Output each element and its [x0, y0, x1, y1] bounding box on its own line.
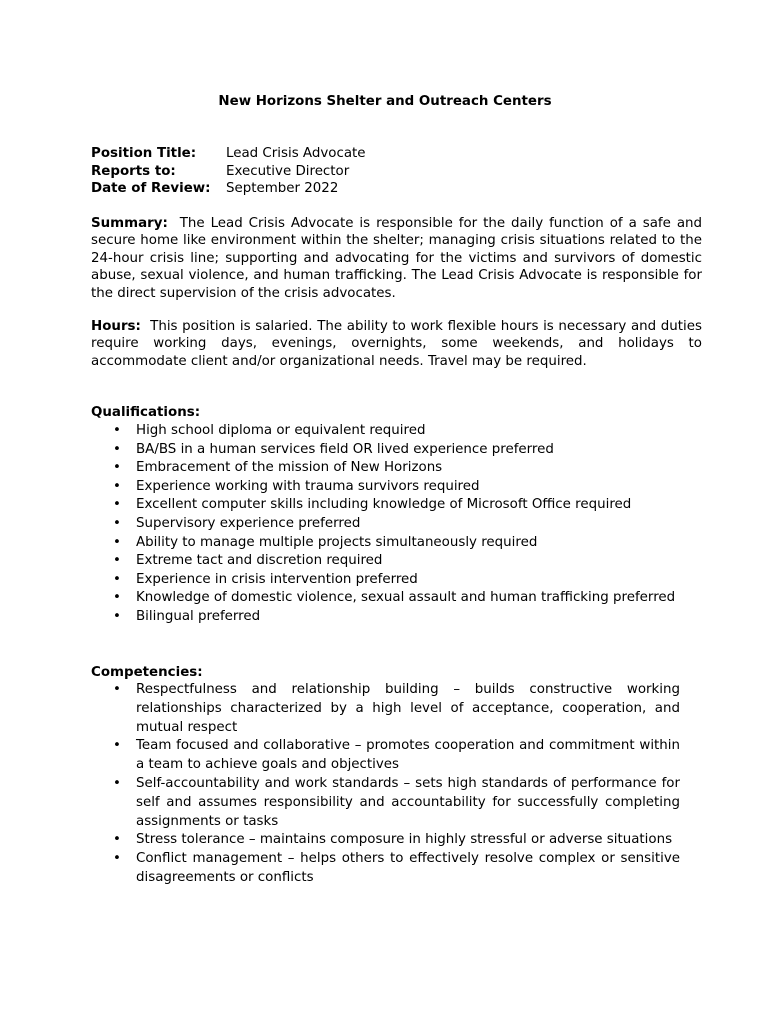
info-row-reports-to: [91, 163, 366, 181]
bullet-icon: •: [113, 515, 121, 531]
summary-text: The Lead Crisis Advocate is responsible for the daily function of a safe and secure home like environment within the shelter; managing crisis situations related to the 24-hour crisis line; supporting and advocating for the victims and survivors of domestic abuse, sexual violence, and human trafficking. The Lead Crisis Advocate is responsible for the direct supervision of the crisis advocates.: [91, 216, 703, 301]
info-label: Reports to:: [91, 163, 176, 179]
bullet-icon: •: [113, 571, 121, 587]
bullet-icon: •: [113, 590, 121, 606]
position-info: [91, 145, 366, 198]
info-value: Executive Director: [226, 163, 350, 179]
bullet-icon: •: [113, 478, 121, 494]
bullet-icon: •: [113, 534, 121, 550]
list-item: • Bilingual preferred: [91, 608, 680, 627]
info-value: Lead Crisis Advocate: [226, 146, 366, 161]
hours-paragraph: [91, 318, 702, 370]
list-item: • Ability to manage multiple projects simultaneously required: [91, 534, 680, 553]
info-label: Position Title:: [91, 146, 197, 161]
qualifications-heading: Qualifications:: [91, 405, 201, 420]
bullet-icon: •: [113, 682, 121, 697]
list-item: • Excellent computer skills including knowledge of Microsoft Office required: [91, 496, 680, 515]
bullet-icon: •: [113, 460, 121, 476]
hours-label: Hours:: [91, 319, 141, 334]
list-item: • BA/BS in a human services field OR lived experience preferred: [91, 441, 680, 460]
list-item: • Respectfulness and relationship building – builds constructive working relationships characterized by a high level of acceptance, cooperation, and mutual respect: [113, 682, 680, 735]
info-row-position-title: [91, 145, 366, 163]
bullet-icon: •: [113, 423, 121, 438]
list-item: • Extreme tact and discretion required: [91, 552, 680, 571]
bullet-icon: •: [113, 441, 121, 457]
bullet-icon: •: [113, 608, 121, 624]
bullet-icon: •: [113, 738, 121, 754]
info-value: September 2022: [226, 181, 339, 196]
document-title: New Horizons Shelter and Outreach Centers: [218, 94, 552, 109]
list-item: • Experience working with trauma survivors required: [91, 478, 680, 497]
summary-label: Summary:: [91, 216, 168, 231]
list-item: • Team focused and collaborative – promotes cooperation and commitment within a team to achieve goals and objectives: [113, 738, 680, 773]
competencies-heading: Competencies:: [91, 665, 203, 680]
list-item: • Self-accountability and work standards – sets high standards of performance for self and assumes responsibility and accountability for successfully completing assignments or tasks: [113, 775, 680, 829]
qualifications-list: [91, 422, 680, 627]
list-item: • Experience in crisis intervention preferred: [91, 571, 680, 590]
bullet-icon: •: [113, 497, 121, 513]
list-item: • Supervisory experience preferred: [91, 515, 680, 534]
hours-text: This position is salaried. The ability to work flexible hours is necessary and duties require working days, evenings, overnights, some weekends, and holidays to accommodate client and/or organizational needs. Travel may be required.: [91, 319, 702, 369]
summary-paragraph: [91, 215, 702, 302]
bullet-icon: •: [113, 553, 121, 569]
bullet-icon: •: [113, 851, 121, 867]
competencies-list: [91, 681, 680, 888]
list-item: • Knowledge of domestic violence, sexual assault and human trafficking preferred: [91, 589, 680, 608]
info-row-date-of-review: [91, 180, 366, 198]
bullet-icon: •: [113, 832, 121, 848]
list-item: • Stress tolerance – maintains composure in highly stressful or adverse situations: [91, 831, 680, 850]
bullet-icon: •: [113, 775, 121, 791]
list-item: • High school diploma or equivalent required: [91, 422, 680, 441]
list-item: • Conflict management – helps others to effectively resolve complex or sensitive disagreements or conflicts: [113, 851, 680, 885]
info-label: Date of Review:: [91, 181, 211, 196]
list-item: • Embracement of the mission of New Horizons: [91, 459, 680, 478]
